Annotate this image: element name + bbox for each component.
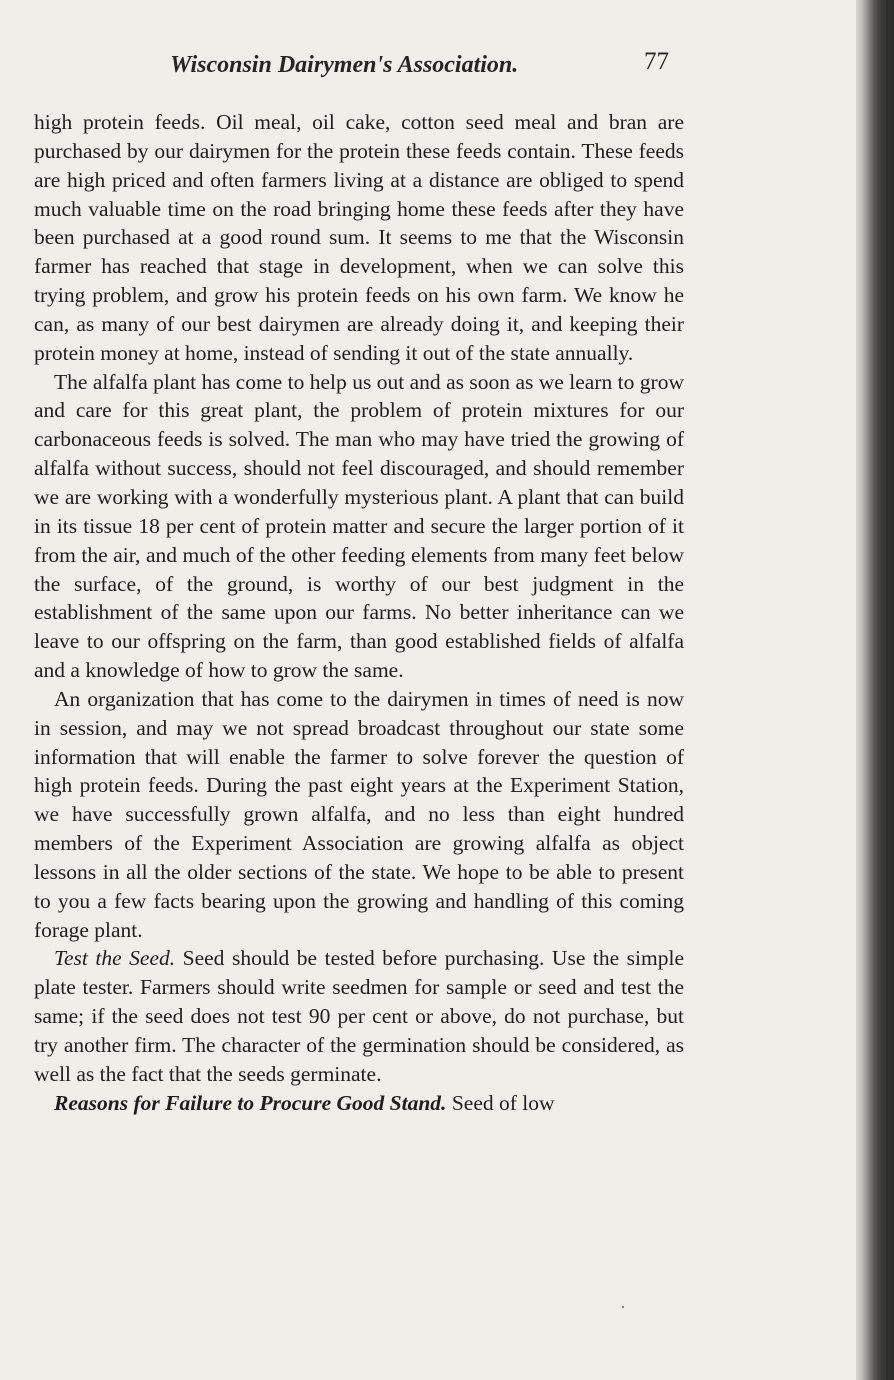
paragraph-5-text: Seed of low: [451, 1090, 555, 1115]
paragraph-4-text: Seed should be tested before purchasing. Use the simple plate tester. Farmers should write seedmen for sample or seed and test the same; if the seed does not test 90 per cent or above, do not purchase, but try another firm. The character of the germination should be considered, as well as the fact that the seeds germinate.: [34, 946, 684, 1086]
paper-speck: [622, 1306, 624, 1308]
paragraph-1: high protein feeds. Oil meal, oil cake, cotton seed meal and bran are purchased by our dairymen for the protein these feeds contain. These feeds are high priced and often farmers living at a distance are obliged to spend much valuable time on the road bringing home these feeds after they have been purchased at a good round sum. It seems to me that the Wisconsin farmer has reached that stage in development, when we can solve this trying problem, and grow his protein feeds on his own farm. We know he can, as many of our best dairymen are already doing it, and keeping their protein money at home, instead of sending it out of the state annually.: [34, 110, 684, 365]
paragraph-3: An organization that has come to the dairymen in times of need is now in session, and may we not spread broadcast throughout our state some information that will enable the farmer to solve forever the question of high protein feeds. During the past eight years at the Experiment Station, we have successfully grown alfalfa, and no less than eight hundred members of the Experiment Association are growing alfalfa as object lessons in all the older sections of the state. We hope to be able to present to you a few facts bearing upon the growing and handling of this coming forage plant.: [34, 686, 684, 942]
paragraph-5: [34, 1089, 684, 1118]
paragraph-4: [34, 944, 684, 1088]
section-heading-test-seed: Test the Seed.: [54, 946, 176, 971]
gutter-edge-line: [886, 0, 888, 1380]
binding-gutter: [856, 0, 894, 1380]
running-head: Wisconsin Dairymen's Association.: [170, 52, 519, 78]
paragraph-2: The alfalfa plant has come to help us out and as soon as we learn to grow and care for this great plant, the problem of protein mixtures for our carbonaceous feeds is solved. The man who may have tried the growing of alfalfa without success, should not feel discouraged, and should remember we are working with a wonderfully mysterious plant. A plant that can build in its tissue 18 per cent of protein matter and secure the larger portion of it from the air, and much of the other feeding elements from many feet below the surface, of the ground, is worthy of our best judgment in the establishment of the same upon our farms. No better inheritance can we leave to our offspring on the farm, than good established fields of alfalfa and a knowledge of how to grow the same.: [34, 369, 684, 683]
body-text: [34, 108, 684, 1118]
page-number: 77: [644, 48, 669, 75]
section-heading-reasons-failure: Reasons for Failure to Procure Good Stand.: [54, 1090, 447, 1115]
